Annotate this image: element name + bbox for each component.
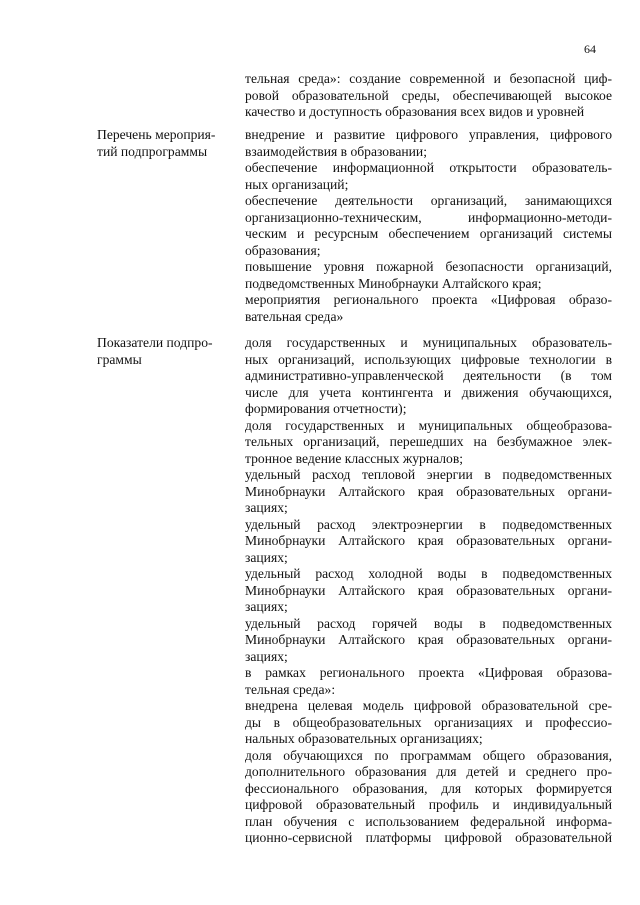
- text-line: Минобрнауки Алтайского края образовательных органи-: [245, 483, 612, 499]
- text-line: ных организаций;: [245, 176, 349, 192]
- text-line: доля государственных и муниципальных образователь-: [245, 335, 612, 350]
- text-line: зациях;: [245, 549, 288, 565]
- text-line: удельный расход тепловой энергии в подведомственных: [245, 467, 612, 482]
- text-line: образования;: [245, 242, 321, 258]
- text-line: дополнительного образования для детей и среднего про-: [245, 764, 612, 779]
- text-line: мероприятия регионального проекта «Цифровая образо-: [245, 292, 612, 307]
- text-line: взаимодействия в образовании;: [245, 143, 427, 159]
- text-line: внедрение и развитие цифрового управления, цифрового: [245, 127, 612, 142]
- text-line: тельная среда»:: [245, 681, 336, 697]
- text-line: в рамках регионального проекта «Цифровая образова-: [245, 665, 612, 680]
- text-line: ных организаций, использующих цифровые технологии в: [245, 351, 612, 367]
- text-line: качество и доступность образования всех видов и уровней: [245, 104, 585, 119]
- label-line: тий подпрограммы: [97, 143, 208, 159]
- text-line: Минобрнауки Алтайского края образовательных органи-: [245, 632, 612, 647]
- measures-label: [97, 127, 237, 160]
- label-line: Показатели подпро-: [97, 335, 213, 350]
- text-line: фессионального образования, для которых формируется: [245, 780, 612, 796]
- measures-text: [245, 127, 612, 325]
- text-line: подведомственных Минобрнауки Алтайского края;: [245, 275, 542, 291]
- text-line: цифровой образовательный профиль и индивидуальный: [245, 797, 612, 812]
- text-line: ды в общеобразовательных организациях и профессио-: [245, 714, 612, 730]
- text-line: тельных организаций, перешедших на безбумажное элек-: [245, 434, 612, 449]
- text-line: ционно-сервисной платформы цифровой образовательной: [245, 830, 612, 845]
- text-line: зациях;: [245, 648, 288, 664]
- text-line: удельный расход холодной воды в подведомственных: [245, 566, 612, 581]
- text-line: вательная среда»: [245, 308, 344, 324]
- text-line: повышение уровня пожарной безопасности организаций,: [245, 259, 612, 274]
- text-line: зациях;: [245, 500, 288, 515]
- text-line: организационно-техническим, информационно-методи-: [245, 209, 612, 225]
- intro-text: [245, 71, 612, 121]
- text-line: доля обучающихся по программам общего образования,: [245, 747, 612, 763]
- text-line: Минобрнауки Алтайского края образовательных органи-: [245, 582, 612, 598]
- text-line: тельная среда»: создание современной и безопасной циф-: [245, 71, 612, 86]
- text-line: ческим и ресурсным обеспечением организаций системы: [245, 226, 612, 241]
- text-line: план обучения с использованием федеральной информа-: [245, 813, 612, 829]
- text-line: внедрена целевая модель цифровой образовательной сре-: [245, 698, 612, 713]
- text-line: формирования отчетности);: [245, 401, 407, 416]
- text-line: доля государственных и муниципальных общеобразова-: [245, 417, 612, 433]
- label-line: Перечень мероприя-: [97, 127, 216, 142]
- text-line: удельный расход горячей воды в подведомственных: [245, 615, 612, 631]
- text-line: числе для учета контингента и движения обучающихся,: [245, 384, 612, 400]
- text-line: ровой образовательной среды, обеспечивающей высокое: [245, 87, 612, 103]
- text-line: тронное ведение классных журналов;: [245, 450, 464, 466]
- text-line: обеспечение деятельности организаций, занимающихся: [245, 193, 612, 208]
- text-line: административно-управленческой деятельности (в том: [245, 368, 612, 383]
- text-line: удельный расход электроэнергии в подведомственных: [245, 516, 612, 532]
- text-line: зациях;: [245, 599, 288, 614]
- text-line: обеспечение информационной открытости образователь-: [245, 160, 612, 175]
- indicators-text: [245, 335, 612, 847]
- text-line: Минобрнауки Алтайского края образовательных органи-: [245, 533, 612, 548]
- indicators-label: [97, 335, 237, 368]
- text-line: нальных образовательных организациях;: [245, 731, 483, 746]
- page-number: 64: [584, 42, 596, 56]
- label-line: граммы: [97, 351, 142, 367]
